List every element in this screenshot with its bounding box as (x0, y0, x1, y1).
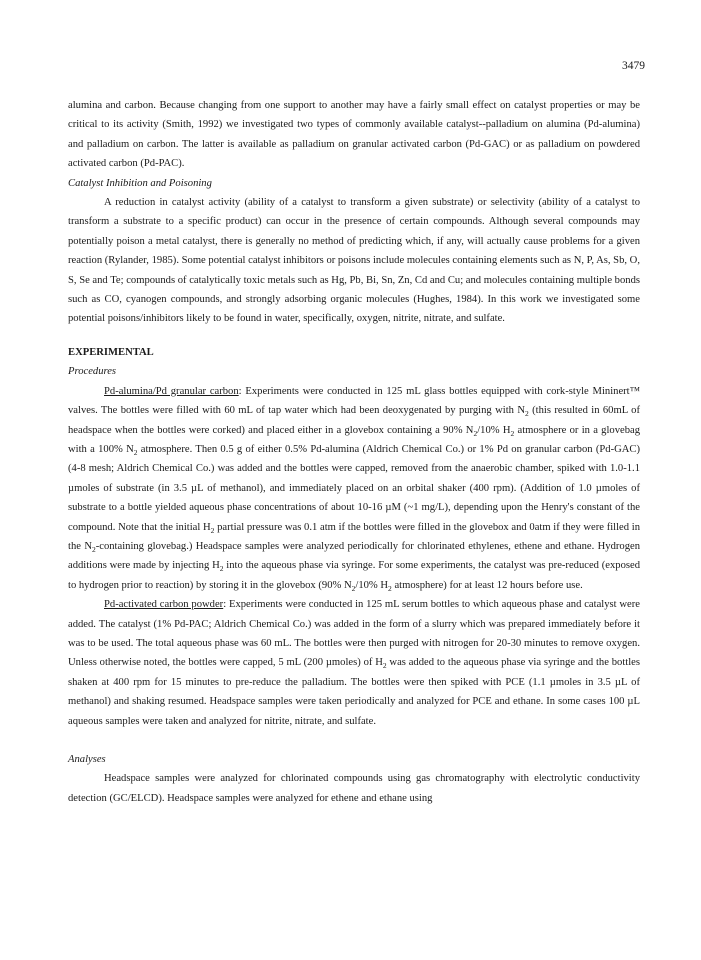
analyses-subheading: Analyses (68, 754, 106, 765)
procedures-subheading: Procedures (68, 366, 117, 378)
intro-paragraph: alumina and carbon. Because changing from one support to another may have a fairly small effect on catalyst properties or may be critical to its activity (Smith, 1992) we investigated two types of commonly available catalyst--palladium on alumina (Pd-alumina) and palladium on carbon. The latter is available as palladium on granular activated carbon (Pd-GAC) or as palladium on powdered activated carbon (Pd-PAC). (68, 100, 640, 170)
pd-alumina-paragraph: Pd-alumina/Pd granular carbon: Experiments were conducted in 125 mL glass bottles equipped with cork-style Mininert™ valves. The bottles were filled with 60 mL of tap water which had been deoxygenated by purging with $N_2$ (this resulted in 60mL of headspace when the bottles were corked) and placed either in a glovebox containing a 90% $N_2/10\%$ $H_2$ atmosphere or in a glovebag with a 100% $N_2$ atmosphere. Then 0.5 g of either 0.5% Pd-alumina (Aldrich Chemical Co.) or 1% Pd on granular carbon (Pd-GAC) (4-8 mesh; Aldrich Chemical Co.) was added and the bottles were capped, removed from the anaerobic chamber, spiked with 1.0-1.1 µmoles of substrate (in 3.5 µL of methanol), and immediately placed on an orbital shaker (400 rpm). (Addition of 1.0 µmoles of substrate to a bottle yielded aqueous phase concentrations of about 10-16 µM (~1 mg/L), depending upon the Henry's constant of the compound. Note that the initial $H_2$ partial pressure was 0.1 atm if the bottles were filled in the glovebox and 0atm if they were filled in the $N_2$-containing glovebag.) Headspace samples were analyzed periodically for chlorinated ethylenes, ethene and ethane. Hydrogen additions were made by injecting $H_2$ into the aqueous phase via syringe. For some experiments, the catalyst was pre-reduced (exposed to hydrogen prior to reaction) by storing it in the glovebox (90% $N_2/10\%$ $H_2$ atmosphere) for at least 12 hours before use. (68, 385, 640, 593)
page-number: 3479 (622, 60, 645, 72)
inhibition-paragraph: A reduction in catalyst activity (ability of a catalyst to transform a given substrate) or selectivity (ability of a catalyst to transform a substrate to a specific product) can occur in the presence of certain compounds. Although several compounds may potentially poison a metal catalyst, there is generally no method of predicting which, if any, will actually cause problems for a given reaction (Rylander, 1985). Some potential catalyst inhibitors or poisons include molecules containing elements such as N, P, As, Sb, O, S, Se and Te; compounds of catalytically toxic metals such as Hg, Pb, Bi, Sn, Zn, Cd and Cu; and molecules containing multiple bonds such as CO, cyanogen compounds, and strongly adsorbing organic molecules (Hughes, 1984). In this work we investigated some potential poisons/inhibitors likely to be found in water, specifically, oxygen, nitrite, nitrate, and sulfate. (68, 197, 640, 325)
inhibition-subheading: Catalyst Inhibition and Poisoning (68, 177, 212, 189)
experimental-heading: EXPERIMENTAL (68, 346, 154, 358)
analyses-paragraph: Headspace samples were analyzed for chlorinated compounds using gas chromatography with electrolytic conductivity detection (GC/ELCD). Headspace samples were analyzed for ethene and ethane using (68, 773, 640, 804)
page-body (68, 96, 640, 808)
pd-alumina-lead: Pd-alumina/Pd granular carbon (104, 385, 239, 397)
pd-pac-lead: Pd-activated carbon powder (104, 599, 224, 611)
pd-pac-paragraph: Pd-activated carbon powder: Experiments were conducted in 125 mL serum bottles to which aqueous phase and catalyst were added. The catalyst (1% Pd-PAC; Aldrich Chemical Co.) was added in the form of a slurry which was prepared immediately before it was to be used. The total aqueous phase was 60 mL. The bottles were then purged with nitrogen for 20-30 minutes to remove oxygen. Unless otherwise noted, the bottles were capped, 5 mL (200 µmoles) of $H_2$ was added to the aqueous phase via syringe and the bottles shaken at 400 rpm for 15 minutes to pre-reduce the palladium. The bottles were then spiked with PCE (1.1 µmoles in 3.5 µL of methanol) and shaking resumed. Headspace samples were taken periodically and analyzed for PCE and ethane. In some cases 100 µL aqueous samples were taken and analyzed for nitrite, nitrate, and sulfate. (68, 599, 640, 727)
